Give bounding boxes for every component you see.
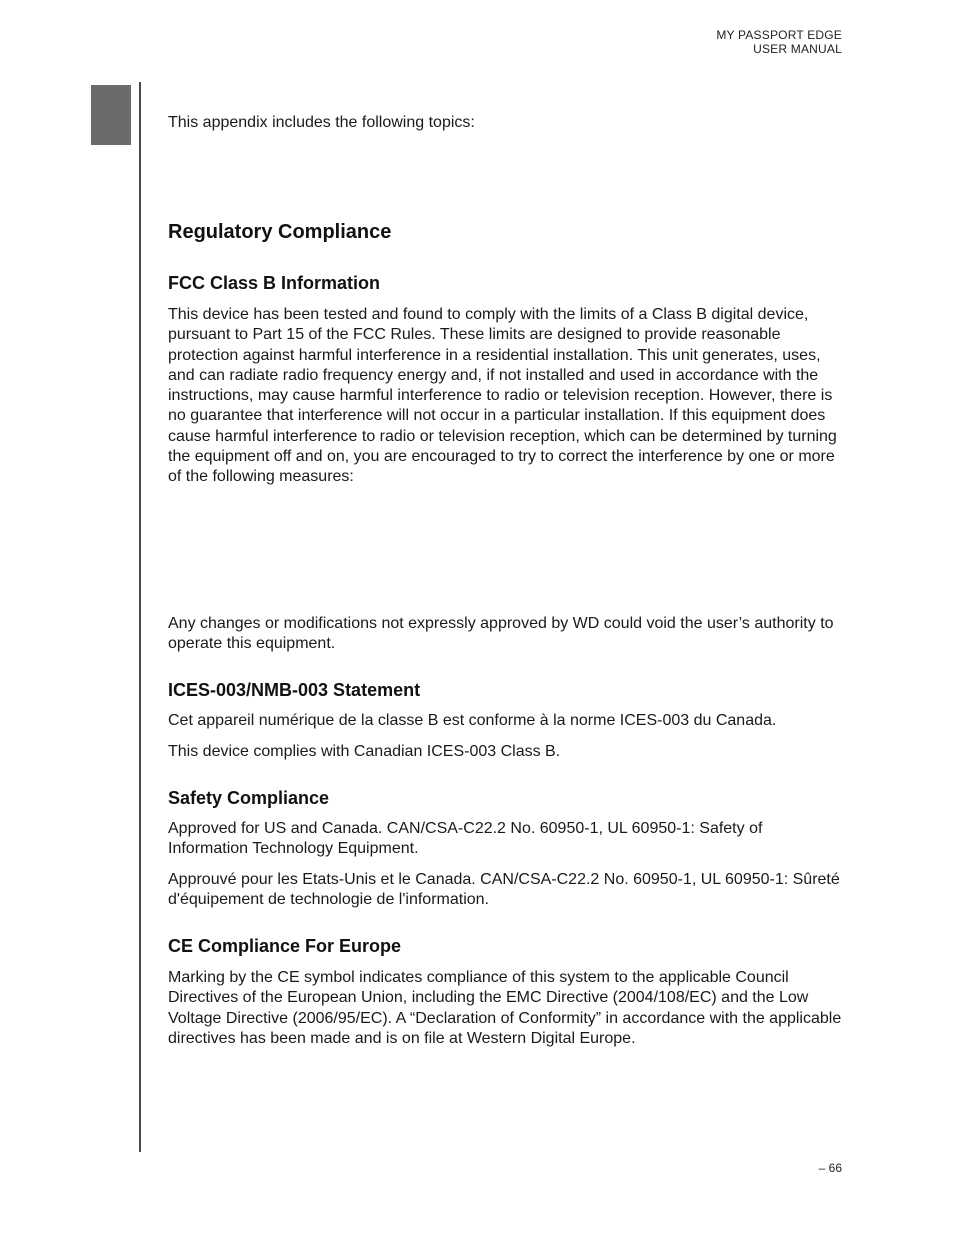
safety-french-text: Approuvé pour les Etats-Unis et le Canada. CAN/CSA-C22.2 No. 60950-1, UL 60950-1: Sûreté d'équipement de technologie de l'information. [168,871,840,909]
page-header [716,28,842,56]
ce-heading: CE Compliance For Europe [168,936,402,956]
ices-english-statement: This device complies with Canadian ICES-003 Class B. [168,743,561,760]
fcc-changes-note: Any changes or modifications not expressly approved by WD could void the user’s authority to operate this equipment. [168,615,834,653]
chapter-tab-block [91,85,131,145]
header-manual-title: USER MANUAL [753,42,842,56]
fcc-heading: FCC Class B Information [168,273,381,293]
page-number: – 66 [818,1161,842,1175]
margin-rule [139,82,141,1152]
ce-body: Marking by the CE symbol indicates compliance of this system to the applicable Council Directives of the European Union, including the EMC Directive (2004/108/EC) and the Low Voltage Directive (2006/95/EC). A “Declaration of Conformity” in accordance with the applicable directives has been made and is on file at Western Digital Europe. [168,969,842,1047]
safety-english-text: Approved for US and Canada. CAN/CSA-C22.2 No. 60950-1, UL 60950-1: Safety of Information Technology Equipment. [168,820,763,858]
header-product-name: MY PASSPORT EDGE [716,28,842,42]
ices-french-statement: Cet appareil numérique de la classe B est conforme à la norme ICES-003 du Canada. [168,712,777,729]
intro-text: This appendix includes the following topics: [168,114,475,131]
fcc-body: This device has been tested and found to comply with the limits of a Class B digital device, pursuant to Part 15 of the FCC Rules. These limits are designed to provide reasonable protection against harmful interference in a residential installation. This unit generates, uses, and can radiate radio frequency energy and, if not installed and used in accordance with the instructions, may cause harmful interference to radio or television reception. However, there is no guarantee that interference will not occur in a particular installation. If this equipment does cause harmful interference to radio or television reception, which can be determined by turning the equipment off and on, you are encouraged to try to correct the interference by one or more of the following measures: [168,306,837,486]
safety-heading: Safety Compliance [168,788,330,808]
regulatory-compliance-heading: Regulatory Compliance [168,221,392,243]
ices-heading: ICES-003/NMB-003 Statement [168,680,421,700]
